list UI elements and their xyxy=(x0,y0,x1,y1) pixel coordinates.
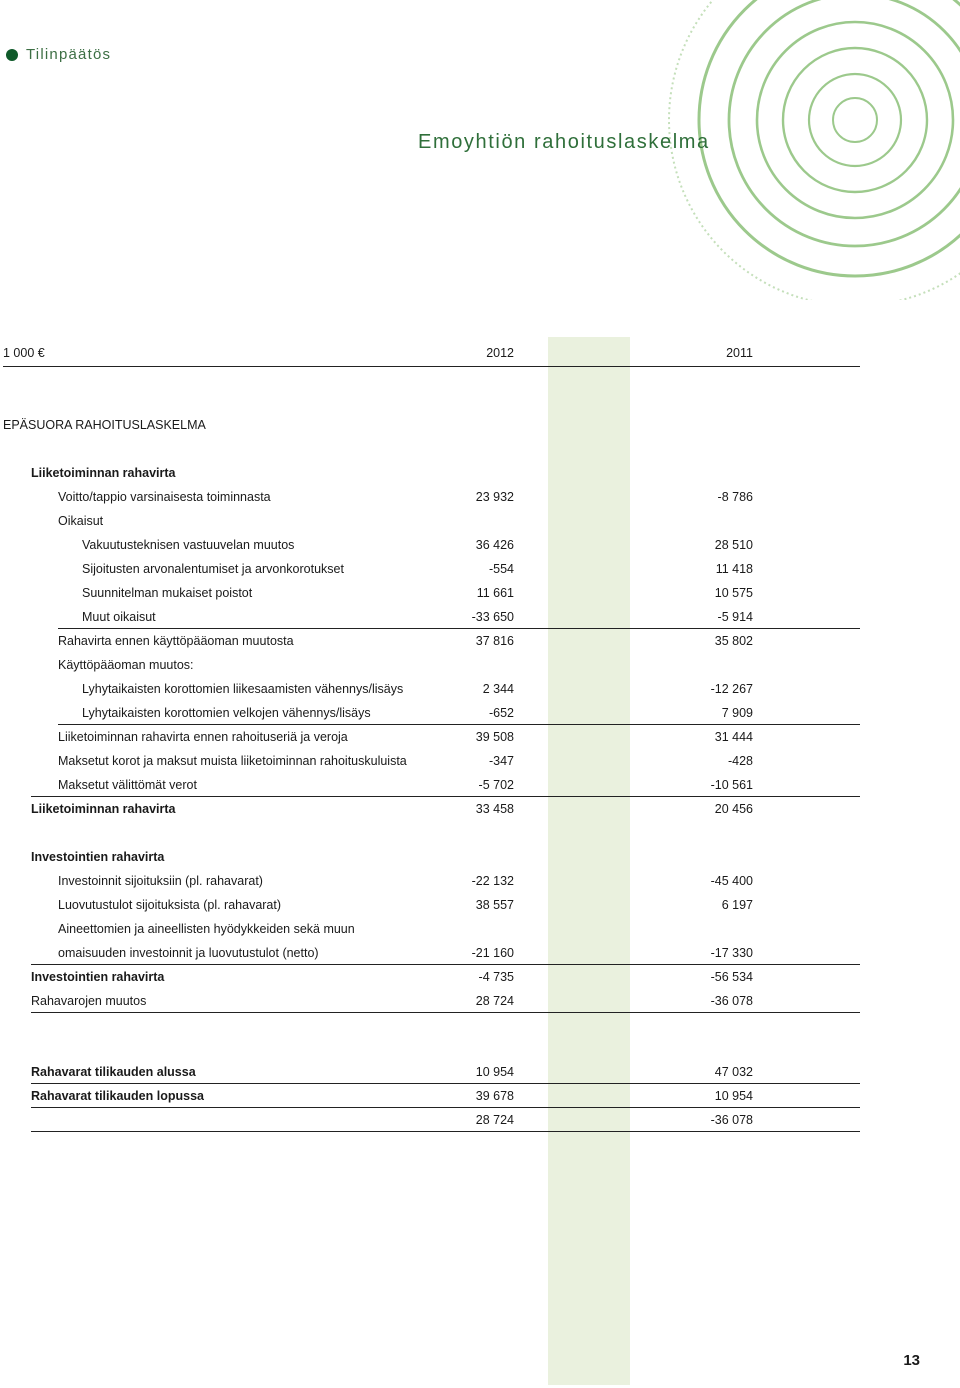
value-2012: -652 xyxy=(488,706,514,720)
row-label: Aineettomien ja aineellisten hyödykkeiden sekä muun xyxy=(58,922,355,936)
row-label: Rahavarat tilikauden lopussa xyxy=(31,1089,204,1103)
unit-label: 1 000 € xyxy=(3,346,45,360)
bullet-icon xyxy=(6,49,18,61)
table-row xyxy=(0,1086,860,1106)
table-row-total xyxy=(0,799,860,819)
table-row xyxy=(0,511,860,531)
table-row-total xyxy=(0,967,860,987)
divider xyxy=(31,1012,860,1013)
table-row xyxy=(0,991,860,1011)
table-row xyxy=(0,583,860,603)
row-label: Investoinnit sijoituksiin (pl. rahavarat) xyxy=(58,874,263,888)
row-label: Käyttöpääoman muutos: xyxy=(58,658,194,672)
row-label: Maksetut korot ja maksut muista liiketoiminnan rahoituskuluista xyxy=(58,754,407,768)
value-2012: 38 557 xyxy=(475,898,514,912)
table-row xyxy=(0,895,860,915)
value-2011: -10 561 xyxy=(710,778,753,792)
row-label: Rahavarojen muutos xyxy=(31,994,147,1008)
value-2011: 10 954 xyxy=(714,1089,753,1103)
column-header-2011: 2011 xyxy=(726,346,753,360)
row-label: Lyhytaikaisten korottomien liikesaamisten vähennys/lisäys xyxy=(82,682,404,696)
page-number: 13 xyxy=(903,1352,920,1369)
table-row xyxy=(0,727,860,747)
section-header xyxy=(6,46,111,63)
page-title: Emoyhtiön rahoituslaskelma xyxy=(418,131,710,153)
section-label: Tilinpäätös xyxy=(26,46,112,63)
table-row xyxy=(0,943,860,963)
table-row xyxy=(0,775,860,795)
table-row xyxy=(0,655,860,675)
value-2012: 28 724 xyxy=(475,994,514,1008)
table-row xyxy=(0,751,860,771)
value-2012: 39 678 xyxy=(475,1089,514,1103)
value-2012: -554 xyxy=(488,562,514,576)
divider xyxy=(3,366,860,367)
value-2011: 20 456 xyxy=(714,802,753,816)
value-2012: -4 735 xyxy=(478,970,514,984)
table-row xyxy=(0,679,860,699)
row-label: Voitto/tappio varsinaisesta toiminnasta xyxy=(58,490,271,504)
divider xyxy=(31,1131,860,1132)
value-2012: -5 702 xyxy=(478,778,514,792)
column-header-2012: 2012 xyxy=(486,346,514,360)
table-row xyxy=(0,631,860,651)
value-2011: -56 534 xyxy=(710,970,753,984)
value-2011: 31 444 xyxy=(714,730,753,744)
value-2011: 10 575 xyxy=(714,586,753,600)
value-2011: -36 078 xyxy=(710,994,753,1008)
divider xyxy=(31,796,860,797)
table-row xyxy=(0,1110,860,1130)
table-row xyxy=(0,559,860,579)
table-row xyxy=(0,535,860,555)
value-2011: 28 510 xyxy=(714,538,753,552)
value-2012: 37 816 xyxy=(475,634,514,648)
value-2011: -428 xyxy=(727,754,753,768)
divider xyxy=(58,628,860,629)
heading-label: EPÄSUORA RAHOITUSLASKELMA xyxy=(3,418,206,432)
row-label: Oikaisut xyxy=(58,514,104,528)
value-2012: -22 132 xyxy=(471,874,514,888)
row-label: Luovutustulot sijoituksista (pl. rahavarat) xyxy=(58,898,282,912)
row-label: Liiketoiminnan rahavirta xyxy=(31,466,176,480)
value-2012: -347 xyxy=(488,754,514,768)
value-2012: 2 344 xyxy=(482,682,514,696)
row-label: Lyhytaikaisten korottomien velkojen vähennys/lisäys xyxy=(82,706,371,720)
row-label: Investointien rahavirta xyxy=(31,970,165,984)
row-label: Vakuutusteknisen vastuuvelan muutos xyxy=(82,538,295,552)
value-2011: -45 400 xyxy=(710,874,753,888)
value-2011: 47 032 xyxy=(714,1065,753,1079)
value-2011: -8 786 xyxy=(717,490,753,504)
row-label: omaisuuden investoinnit ja luovutustulot (netto) xyxy=(58,946,319,960)
value-2011: -5 914 xyxy=(717,610,753,624)
row-label: Liiketoiminnan rahavirta xyxy=(31,802,176,816)
table-row xyxy=(0,463,860,483)
row-label: Investointien rahavirta xyxy=(31,850,165,864)
value-2012: 10 954 xyxy=(475,1065,514,1079)
table-header-row xyxy=(0,343,860,363)
row-label: Muut oikaisut xyxy=(82,610,156,624)
table-row xyxy=(0,871,860,891)
row-label: Rahavirta ennen käyttöpääoman muutosta xyxy=(58,634,294,648)
row-label: Sijoitusten arvonalentumiset ja arvonkorotukset xyxy=(82,562,344,576)
divider xyxy=(58,724,860,725)
value-2011: 11 418 xyxy=(715,562,753,576)
table-row xyxy=(0,703,860,723)
table-row xyxy=(0,487,860,507)
divider xyxy=(31,1107,860,1108)
divider xyxy=(31,1083,860,1084)
row-label: Rahavarat tilikauden alussa xyxy=(31,1065,196,1079)
value-2011: -12 267 xyxy=(710,682,753,696)
table-row xyxy=(0,607,860,627)
table-row xyxy=(0,919,860,939)
value-2012: 33 458 xyxy=(475,802,514,816)
value-2011: 6 197 xyxy=(721,898,753,912)
value-2012: 36 426 xyxy=(475,538,514,552)
value-2012: -21 160 xyxy=(471,946,514,960)
row-label: Liiketoiminnan rahavirta ennen rahoituseriä ja veroja xyxy=(58,730,348,744)
row-label: Suunnitelman mukaiset poistot xyxy=(82,586,253,600)
value-2012: 11 661 xyxy=(476,586,514,600)
table-row xyxy=(0,847,860,867)
table-heading xyxy=(0,415,860,435)
divider xyxy=(31,964,860,965)
table-row xyxy=(0,1062,860,1082)
row-label: Maksetut välittömät verot xyxy=(58,778,197,792)
value-2012: 39 508 xyxy=(475,730,514,744)
value-2011: 7 909 xyxy=(721,706,753,720)
value-2012: 28 724 xyxy=(475,1113,514,1127)
value-2012: 23 932 xyxy=(475,490,514,504)
value-2011: 35 802 xyxy=(714,634,753,648)
value-2011: -36 078 xyxy=(710,1113,753,1127)
value-2011: -17 330 xyxy=(710,946,753,960)
value-2012: -33 650 xyxy=(471,610,514,624)
